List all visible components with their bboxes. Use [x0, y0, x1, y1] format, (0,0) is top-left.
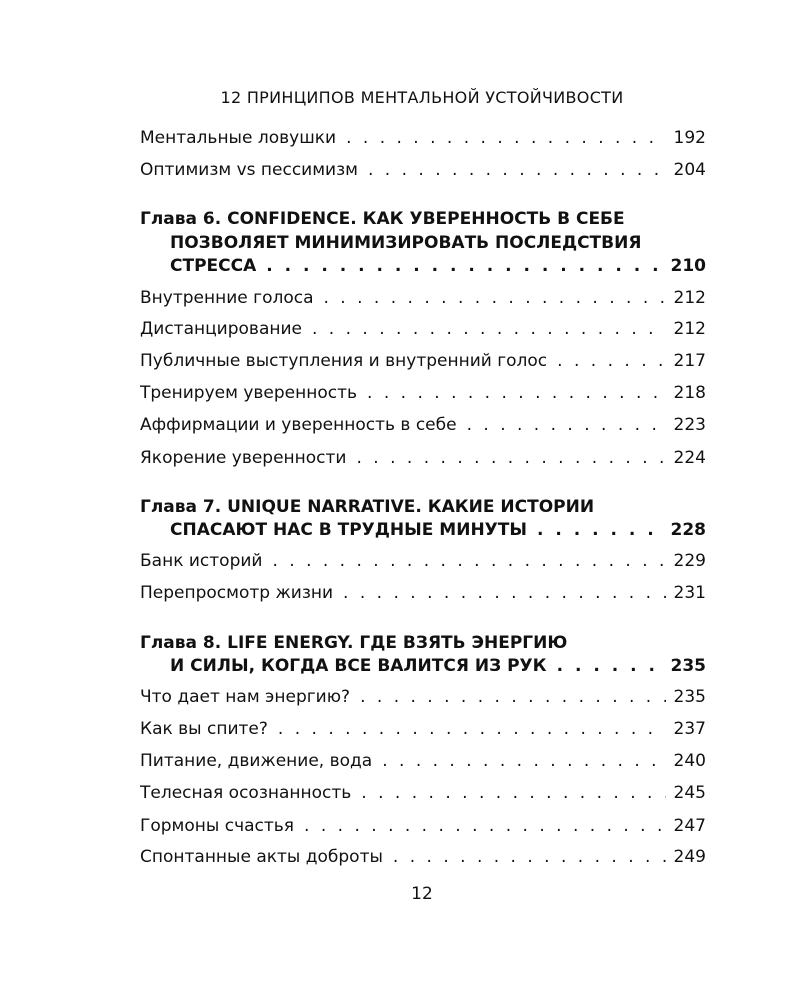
toc-entry[interactable] — [140, 550, 706, 572]
chapter-title-line: ПОЗВОЛЯЕТ МИНИМИЗИРОВАТЬ ПОСЛЕДСТВИЯ — [170, 233, 642, 253]
dot-leader — [467, 414, 666, 436]
toc-entry[interactable] — [140, 414, 706, 436]
chapter-title-last-line — [170, 255, 706, 277]
toc-entry-page: 223 — [673, 415, 706, 435]
chapter-title-line: И СИЛЫ, КОГДА ВСЕ ВАЛИТСЯ ИЗ РУК — [170, 656, 547, 676]
toc-entry[interactable] — [140, 782, 706, 804]
dot-leader — [537, 519, 663, 541]
chapter-page: 235 — [670, 656, 706, 676]
toc-entry-title: Как вы спите? — [140, 719, 268, 739]
chapter-title-line: Глава 8. LIFE ENERGY. ГДЕ ВЗЯТЬ ЭНЕРГИЮ — [140, 633, 568, 653]
toc-entry-page: 231 — [673, 583, 706, 603]
chapter-title-line: Глава 7. UNIQUE NARRATIVE. КАКИЕ ИСТОРИИ — [140, 497, 595, 517]
toc-entry[interactable] — [140, 318, 706, 340]
running-header: 12 ПРИНЦИПОВ МЕНТАЛЬНОЙ УСТОЙЧИВОСТИ — [220, 88, 624, 107]
toc-entry[interactable] — [140, 750, 706, 772]
toc-entry-page: 224 — [673, 448, 706, 468]
toc-entry-page: 235 — [673, 687, 706, 707]
toc-entry-title: Якорение уверенности — [140, 448, 347, 468]
toc-entry-page: 192 — [673, 128, 706, 148]
toc-entry[interactable] — [140, 382, 706, 404]
toc-entry-title: Оптимизм vs пессимизм — [140, 160, 358, 180]
page-number: 12 — [411, 884, 433, 904]
toc-entry-page: 249 — [673, 847, 706, 867]
dot-leader — [346, 127, 665, 149]
toc-entry[interactable] — [140, 718, 706, 740]
dot-leader — [361, 782, 665, 804]
toc-entry[interactable] — [140, 350, 706, 372]
toc-entry-title: Тренируем уверенность — [140, 383, 358, 403]
dot-leader — [557, 350, 665, 372]
chapter-6-heading[interactable] — [140, 207, 706, 279]
toc-entry-title: Питание, движение, вода — [140, 751, 373, 771]
dot-leader — [278, 718, 666, 740]
dot-leader — [367, 382, 666, 404]
dot-leader — [557, 655, 663, 677]
dot-leader — [324, 287, 666, 309]
dot-leader — [393, 846, 666, 868]
toc-entry[interactable] — [140, 815, 706, 837]
toc-entry-title: Аффирмации и уверенность в себе — [140, 415, 457, 435]
toc-entry-page: 204 — [673, 160, 706, 180]
toc-entry-page: 237 — [673, 719, 706, 739]
toc-entry-title: Перепросмотр жизни — [140, 583, 334, 603]
toc-entry-title: Ментальные ловушки — [140, 128, 337, 148]
toc-entry-page: 212 — [673, 288, 706, 308]
toc-entry-page: 212 — [673, 319, 706, 339]
toc-entry-page: 218 — [673, 383, 706, 403]
toc-entry-title: Банк историй — [140, 551, 263, 571]
toc-entry-title: Телесная осознанность — [140, 783, 352, 803]
toc-entry-title: Что дает нам энергию? — [140, 687, 351, 707]
chapter-title-line: Глава 6. CONFIDENCE. КАК УВЕРЕННОСТЬ В СЕБЕ — [140, 209, 625, 229]
toc-entry[interactable] — [140, 686, 706, 708]
chapter-title-last-line — [170, 519, 706, 541]
toc-entry-title: Дистанцирование — [140, 319, 302, 339]
dot-leader — [266, 255, 662, 277]
dot-leader — [356, 447, 665, 469]
chapter-page: 210 — [670, 256, 706, 276]
dot-leader — [312, 318, 666, 340]
dot-leader — [382, 750, 665, 772]
chapter-title-line: СПАСАЮТ НАС В ТРУДНЫЕ МИНУТЫ — [170, 520, 527, 540]
toc-entry-page: 247 — [673, 816, 706, 836]
chapter-title-last-line — [170, 655, 706, 677]
toc-entry[interactable] — [140, 287, 706, 309]
toc-entry-title: Внутренние голоса — [140, 288, 314, 308]
dot-leader — [368, 159, 666, 181]
chapter-7-heading[interactable] — [140, 495, 706, 543]
toc-entry-title: Публичные выступления и внутренний голос — [140, 351, 548, 371]
toc-entry[interactable] — [140, 846, 706, 868]
dot-leader — [272, 550, 665, 572]
dot-leader — [360, 686, 665, 708]
toc-entry[interactable] — [140, 582, 706, 604]
toc-entry-page: 229 — [673, 551, 706, 571]
toc-entry-title: Спонтанные акты доброты — [140, 847, 383, 867]
toc-entry[interactable] — [140, 447, 706, 469]
toc-entry-page: 245 — [673, 783, 706, 803]
toc-entry[interactable] — [140, 127, 706, 149]
toc-entry-title: Гормоны счастья — [140, 816, 295, 836]
toc-entry[interactable] — [140, 159, 706, 181]
chapter-8-heading[interactable] — [140, 631, 706, 679]
toc-entry-page: 240 — [673, 751, 706, 771]
dot-leader — [304, 815, 666, 837]
chapter-page: 228 — [670, 520, 706, 540]
chapter-title-line: СТРЕССА — [170, 256, 257, 276]
toc-entry-page: 217 — [673, 351, 706, 371]
dot-leader — [343, 582, 666, 604]
